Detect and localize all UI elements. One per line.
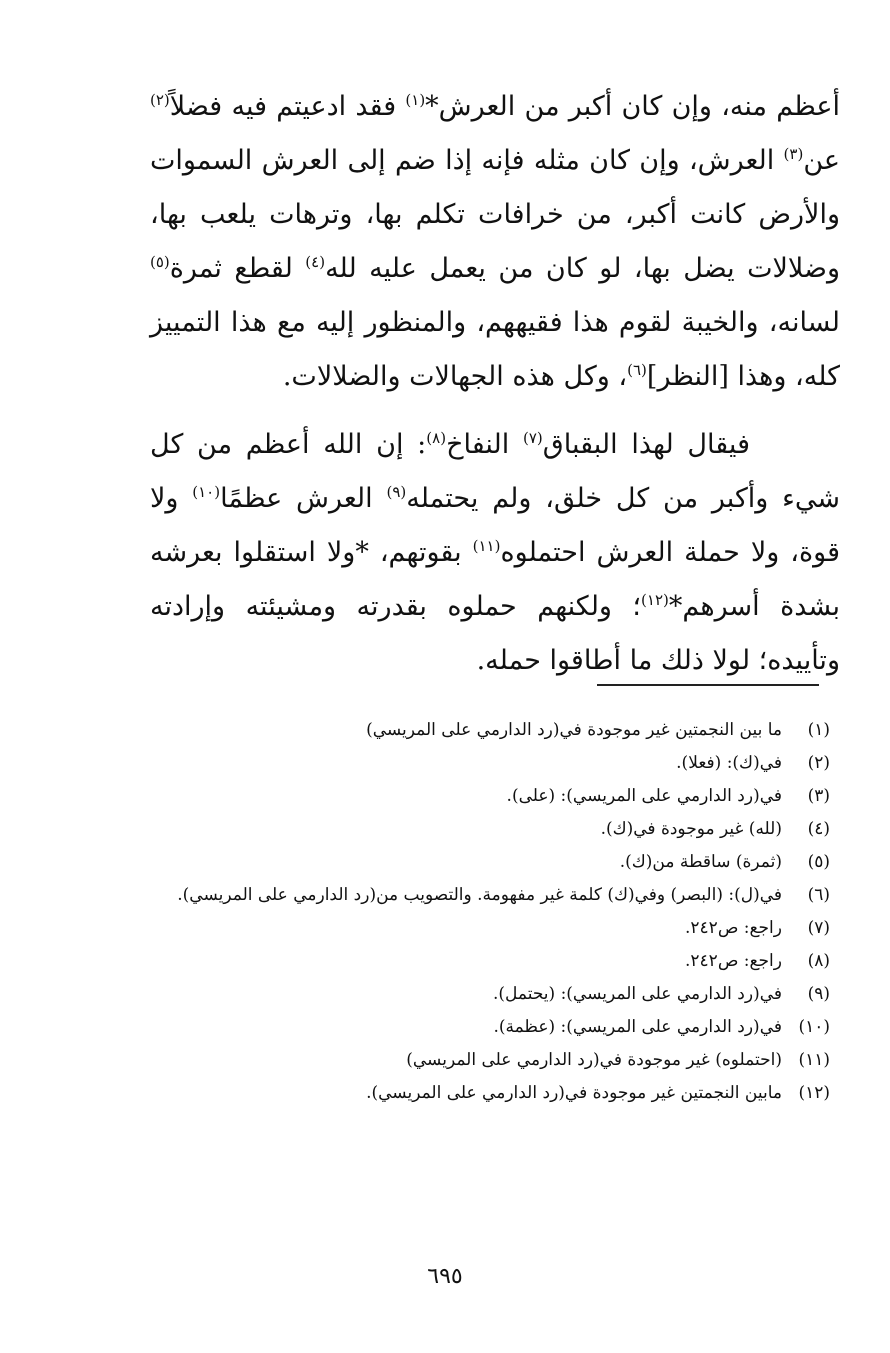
footnote-text: راجع: ص٢٤٢. (685, 918, 782, 938)
text-run: أعظم منه، وإن كان أكبر من العرش* (425, 91, 841, 122)
footnote (140, 813, 830, 846)
footnote-marker: (٥) (150, 253, 170, 271)
text-run: لسانه، والخيبة لقوم هذا فقيههم، والمنظور إليه مع هذا التمييز كله، وهذا [النظر] (150, 307, 840, 392)
footnote-marker: (١٠) (192, 483, 221, 501)
footnote-number: (٣) (807, 786, 830, 806)
footnote-marker: (١) (405, 91, 426, 109)
footnote-number: (١٢) (798, 1083, 830, 1103)
footnote-number: (١١) (798, 1050, 830, 1070)
footnote-text: في(رد الدارمي على المريسي): (يحتمل). (492, 984, 782, 1004)
footnote-marker: (١١) (472, 537, 501, 555)
footnote (140, 714, 830, 747)
footnote-number: (١) (807, 720, 830, 740)
footnote-number: (٥) (807, 852, 830, 872)
footnote-number: (٦) (807, 885, 830, 905)
footnote-number: (٩) (807, 984, 830, 1004)
footnote-number: (٨) (807, 951, 830, 971)
footnote-text: (لله) غير موجودة في(ك). (600, 819, 782, 839)
text-run: النفاخ (446, 429, 523, 460)
footnote-marker: (٨) (426, 429, 447, 447)
footnote-number: (١٠) (798, 1017, 830, 1037)
text-run: العرش عظمًا (220, 483, 387, 514)
text-run: عن (803, 145, 840, 176)
text-run: ؛ ولكنهم حملوه بقدرته ومشيئته وإرادته وتأييده؛ لولا ذلك ما أطاقوا حمله. (150, 591, 840, 676)
footnote-number: (٢) (807, 753, 830, 773)
footnote (140, 945, 830, 978)
text-run: ، وكل هذه الجهالات والضلالات. (282, 361, 628, 392)
footnote-marker: (٣) (783, 145, 804, 163)
text-run: العرش، وإن كان مثله فإنه إذا ضم إلى العرش السموات والأرض كانت أكبر، من خرافات تكلم بها، وترهات يلعب بها، وضلالات يضل بها، لو كان من يعمل عليه لله (150, 145, 840, 284)
footnote-text: (احتملوه) غير موجودة في(رد الدارمي على المريسي) (406, 1050, 782, 1070)
footnote-marker: (٢) (150, 91, 170, 109)
footnote-text: راجع: ص٢٤٢. (685, 951, 782, 971)
footnote-number: (٤) (807, 819, 830, 839)
footnote-text: في(رد الدارمي على المريسي): (على). (506, 786, 782, 806)
footnote-text: مابين النجمتين غير موجودة في(رد الدارمي على المريسي). (366, 1083, 782, 1103)
text-run: لقطع ثمرة (169, 253, 306, 284)
footnote-marker: (٦) (627, 361, 647, 379)
footnote (140, 846, 830, 879)
footnote-text: (ثمرة) ساقطة من(ك). (619, 852, 782, 872)
footnote-number: (٧) (807, 918, 830, 938)
footnote (140, 780, 830, 813)
footnote-marker: (٧) (522, 429, 543, 447)
text-run: ولا قوة، ولا حملة العرش احتملوه (150, 483, 840, 568)
footnote-text: ما بين النجمتين غير موجودة في(رد الدارمي على المريسي) (366, 720, 782, 740)
footnote-separator (597, 684, 819, 686)
footnote (140, 1077, 830, 1110)
text-run: فيقال لهذا البقباق (542, 429, 750, 460)
footnote (140, 879, 830, 912)
footnote (140, 747, 830, 780)
paragraph (150, 418, 840, 688)
footnote (140, 1011, 830, 1044)
text-run: بقوتهم، *ولا استقلوا بعرشه بشدة أسرهم* (150, 537, 841, 622)
footnote-marker: (١٢) (641, 591, 669, 609)
main-text (150, 80, 840, 688)
footnote-text: في(ك): (فعلا). (676, 753, 782, 773)
footnote-text: في(ل): (البصر) وفي(ك) كلمة غير مفهومة. والتصويب من(رد الدارمي على المريسي). (177, 885, 782, 905)
footnote (140, 1044, 830, 1077)
footnote (140, 912, 830, 945)
footnote-text: في(رد الدارمي على المريسي): (عظمة). (493, 1017, 782, 1037)
text-run: : إن الله أعظم من كل شيء وأكبر من كل خلق، ولم يحتمله (150, 429, 840, 514)
text-run: فقد ادعيتم فيه فضلاً (169, 91, 406, 122)
footnote (140, 978, 830, 1011)
paragraph (150, 80, 840, 404)
page-number: ٦٩٥ (427, 1264, 463, 1289)
footnote-marker: (٤) (305, 253, 326, 271)
footnote-marker: (٩) (386, 483, 407, 501)
footnotes-list (140, 714, 830, 1110)
